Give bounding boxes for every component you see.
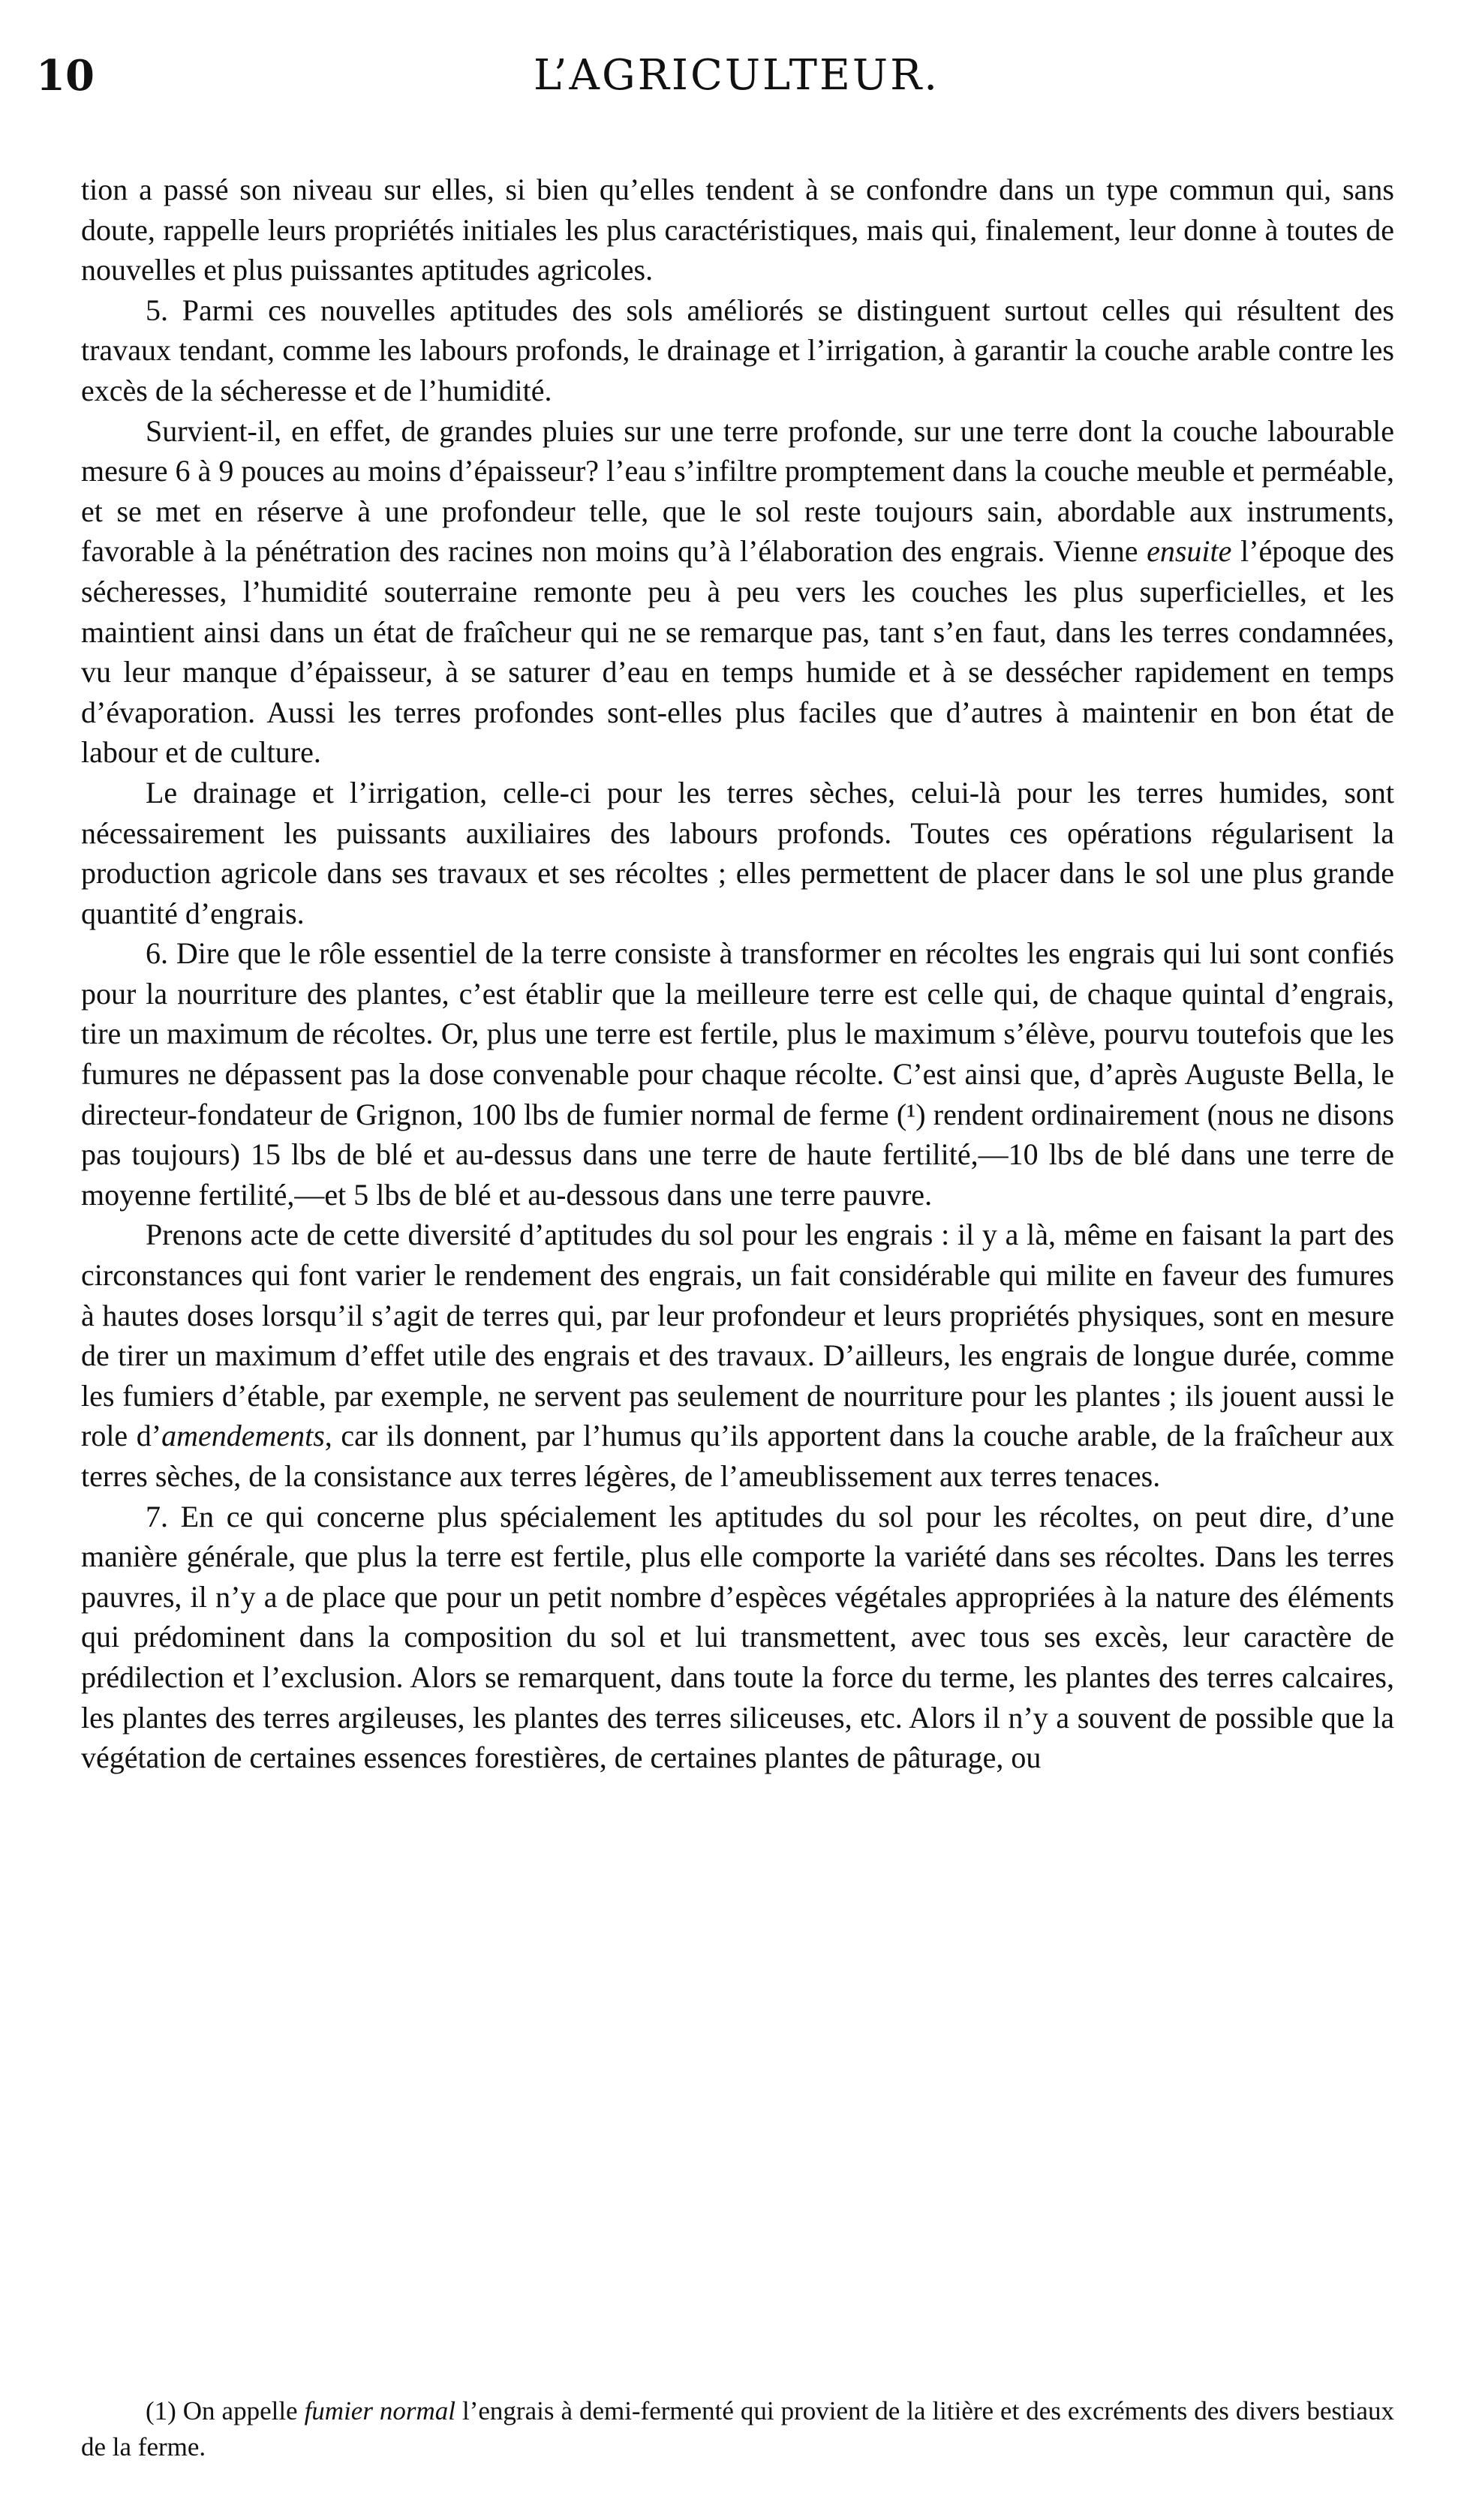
text-run: l’époque des sécheresses, l’humidité souterraine remonte peu à peu vers les couches les plus superficielles, et les maintient ainsi dans un état de fraîcheur qui ne se remarque pas, tant s’en faut, dans les terres condamnées, vu leur manque d’épaisseur, à se saturer d’eau en temps humide et à se dessécher rapidement en temps d’évaporation. Aussi les terres profondes sont-elles plus faciles que d’autres à maintenir en bon état de labour et de culture. bbox=[81, 534, 1394, 770]
footnote bbox=[81, 2393, 1394, 2465]
text-run: l’engrais à demi-fermenté qui provient de la litière et des excréments des divers bestiaux de la ferme. bbox=[81, 2396, 1395, 2461]
body-text bbox=[81, 170, 1394, 1778]
text-run: Prenons acte de cette diversité d’aptitudes du sol pour les engrais : il y a là, même en faisant la part des circonstances qui font varier le rendement des engrais, un fait considérable qui milite en faveur des fumures à hautes doses lorsqu’il s’agit de terres qui, par leur profondeur et leurs propriétés physiques, sont en mesure de tirer un maximum d’effet utile des engrais et des travaux. D’ailleurs, les engrais de longue durée, comme les fumiers d’étable, par exemple, ne servent pas seulement de nourriture pour les plantes ; ils jouent aussi le role d’ bbox=[81, 1218, 1394, 1453]
paragraph-manure bbox=[81, 1215, 1394, 1496]
paragraph-7: 7. En ce qui concerne plus spécialement les aptitudes du sol pour les récoltes, on peut dire, d’une manière générale, que plus la terre est fertile, plus elle comporte la variété dans ses récoltes. Dans les terres pauvres, il n’y a de place que pour un petit nombre d’espèces végétales appropriées à la nature des éléments qui prédominent dans la composition du sol et lui transmettent, avec tous ses excès, leur caractère de prédilection et l’exclusion. Alors se remarquent, dans toute la force du terme, les plantes des terres calcaires, les plantes des terres argileuses, les plantes des terres siliceuses, etc. Alors il n’y a souvent de possible que la végétation de certaines essences forestières, de certaines plantes de pâturage, ou bbox=[81, 1499, 1394, 1775]
italic-run: amendements bbox=[161, 1419, 325, 1453]
text-run: , car ils donnent, par l’humus qu’ils apportent dans la couche arable, de la fraîcheur aux terres sèches, de la consistance aux terres légères, de l’ameublissement aux terres tenaces. bbox=[81, 1419, 1394, 1493]
italic-run: fumier normal bbox=[304, 2396, 456, 2425]
running-title: L’AGRICULTEUR. bbox=[533, 51, 940, 100]
page-number: 10 bbox=[36, 51, 95, 101]
text-run: (1) On appelle bbox=[146, 2396, 305, 2425]
paragraph-continuation: tion a passé son niveau sur elles, si bien qu’elles tendent à se confondre dans un type commun qui, sans doute, rappelle leurs propriétés initiales les plus caractéristiques, mais qui, finalement, leur donne à toutes de nouvelles et plus puissantes aptitudes agricoles. bbox=[81, 173, 1394, 287]
footnote-1 bbox=[81, 2393, 1394, 2465]
paragraph-5: 5. Parmi ces nouvelles aptitudes des sols améliorés se distinguent surtout celles qui résultent des travaux tendant, comme les labours profonds, le drainage et l’irrigation, à garantir la couche arable contre les excès de la sécheresse et de l’humidité. bbox=[81, 293, 1394, 407]
paragraph-drainage: Le drainage et l’irrigation, celle-ci pour les terres sèches, celui-là pour les terres humides, sont nécessairement les puissants auxiliaires des labours profonds. Toutes ces opérations régularisent la production agricole dans ses travaux et ses récoltes ; elles permettent de placer dans le sol une plus grande quantité d’engrais. bbox=[81, 775, 1394, 930]
paragraph-rains bbox=[81, 411, 1394, 773]
italic-run: ensuite bbox=[1147, 534, 1232, 569]
text-run: Survient-il, en effet, de grandes pluies sur une terre profonde, sur une terre dont la couche labourable mesure 6 à 9 pouces au moins d’épaisseur? l’eau s’infiltre promptement dans la couche meuble et perméable, et se met en réserve à une profondeur telle, que le sol reste toujours sain, abordable aux instruments, favorable à la pénétration des racines non moins qu’à l’élaboration des engrais. Vienne bbox=[81, 413, 1394, 569]
paragraph-6: 6. Dire que le rôle essentiel de la terre consiste à transformer en récoltes les engrais qui lui sont confiés pour la nourriture des plantes, c’est établir que la meilleure terre est celle qui, de chaque quintal d’engrais, tire un maximum de récoltes. Or, plus une terre est fertile, plus le maximum s’élève, pourvu toutefois que les fumures ne dépassent pas la dose convenable pour chaque récolte. C’est ainsi que, d’après Auguste Bella, le directeur-fondateur de Grignon, 100 lbs de fumier normal de ferme (¹) rendent ordinairement (nous ne disons pas toujours) 15 lbs de blé et au-dessus dans une terre de haute fertilité,—10 lbs de blé dans une terre de moyenne fertilité,—et 5 lbs de blé et au-dessous dans une terre pauvre. bbox=[81, 936, 1394, 1212]
